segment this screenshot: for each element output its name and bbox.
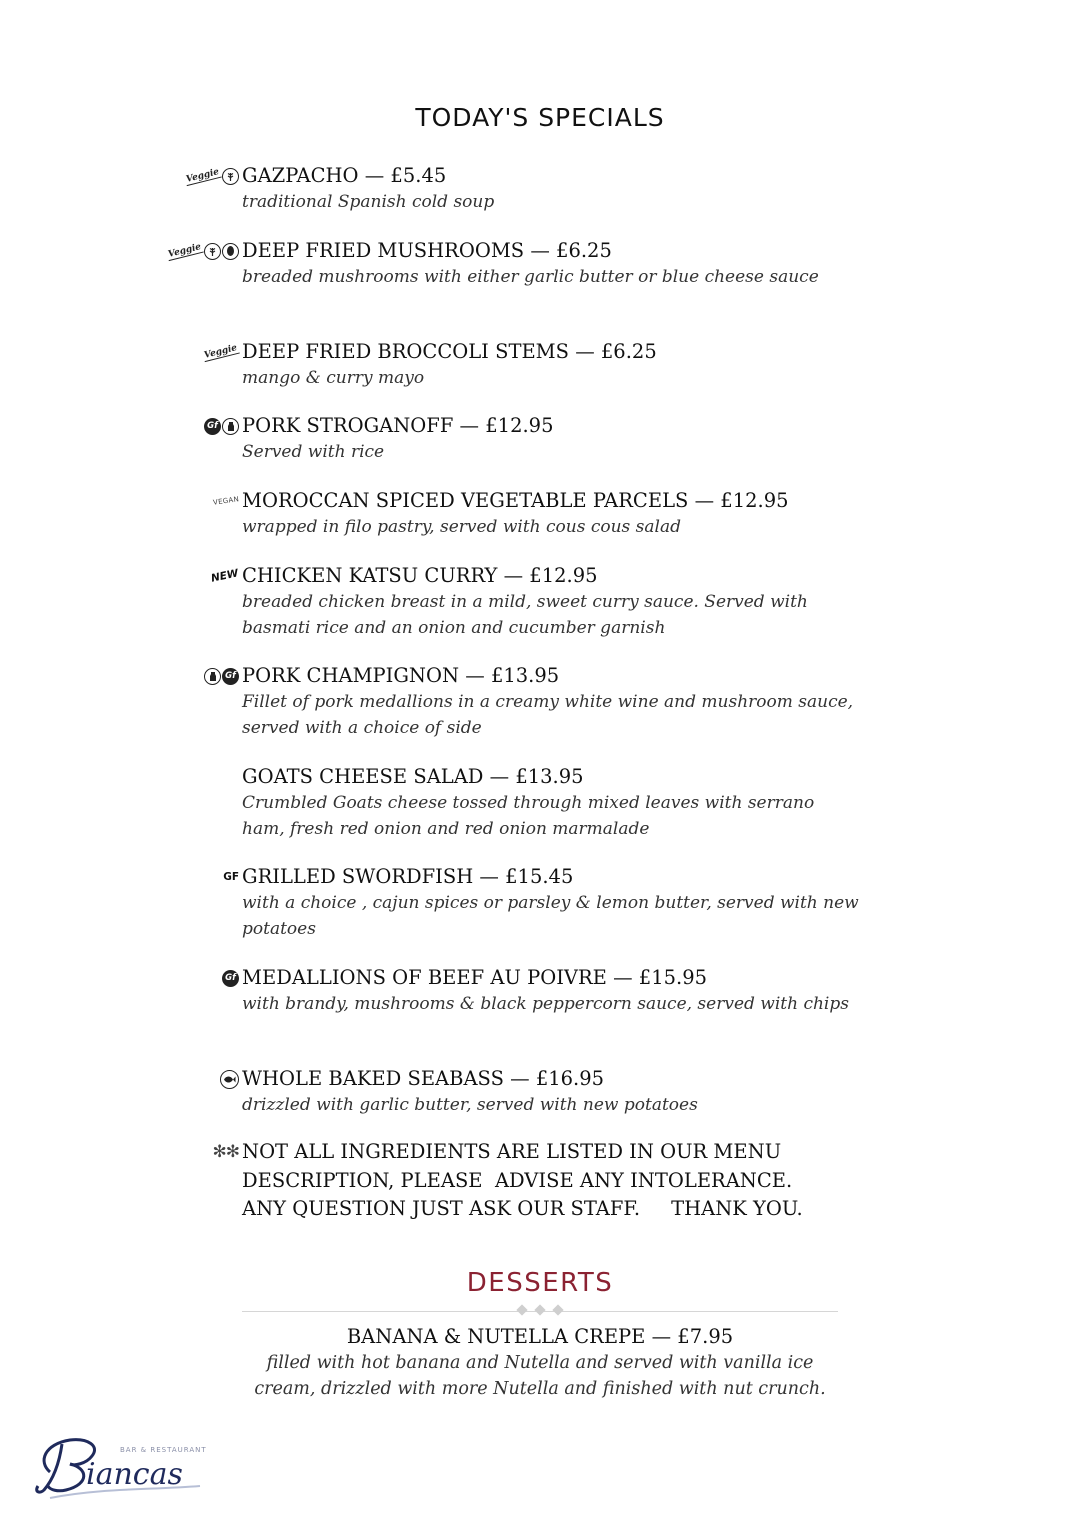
notice-line: DESCRIPTION, PLEASE ADVISE ANY INTOLERANCE. — [242, 1168, 793, 1192]
notice-line: NOT ALL INGREDIENTS ARE LISTED IN OUR MENU — [242, 1140, 782, 1163]
item-description: with brandy, mushrooms & black peppercorn sauce, served with chips — [242, 994, 849, 1014]
new-icon: NEW — [210, 567, 240, 585]
dessert-description: cream, drizzled with more Nutella and finished with nut crunch. — [254, 1379, 826, 1399]
desserts-heading: DESSERTS — [466, 1268, 614, 1298]
menu-item — [212, 488, 862, 540]
item-description: breaded mushrooms with either garlic butter or blue cheese sauce — [242, 267, 819, 287]
gluten-free-icon: Gf — [222, 970, 239, 987]
item-title: GOATS CHEESE SALAD — £13.95 — [242, 765, 584, 788]
svg-text:iancas: iancas — [86, 1457, 183, 1492]
dietary-icons — [204, 663, 242, 689]
dietary-icons — [220, 1066, 242, 1092]
dessert-item — [242, 1324, 838, 1402]
veggie-icon: Veggie — [185, 166, 221, 185]
item-title: GRILLED SWORDFISH — £15.45 — [242, 865, 574, 888]
milk-icon — [204, 668, 221, 685]
item-description: Served with rice — [242, 442, 385, 462]
dietary-icons — [222, 965, 242, 991]
item-title: MOROCCAN SPICED VEGETABLE PARCELS — £12.95 — [242, 489, 789, 512]
menu-item — [223, 864, 862, 942]
dietary-icons — [203, 339, 242, 365]
menu-item — [185, 163, 862, 215]
egg-icon — [222, 243, 239, 260]
biancas-logo — [30, 1428, 210, 1508]
item-description: breaded chicken breast in a mild, sweet curry sauce. Served with basmati rice and an onion and cucumber garnish — [242, 592, 808, 638]
item-description: wrapped in filo pastry, served with cous cous salad — [242, 517, 681, 537]
dietary-icons — [185, 163, 242, 189]
gluten-free-icon: Gf — [222, 668, 239, 685]
item-title: GAZPACHO — £5.45 — [242, 164, 447, 187]
vegan-icon: VEGAN — [212, 495, 240, 507]
wheat-icon — [204, 243, 221, 260]
item-title: PORK STROGANOFF — £12.95 — [242, 414, 554, 437]
notice-line: ANY QUESTION JUST ASK OUR STAFF. THANK YOU. — [242, 1197, 803, 1220]
divider-diamond — [552, 1304, 563, 1315]
dessert-title: BANANA & NUTELLA CREPE — £7.95 — [346, 1325, 734, 1348]
menu-item — [242, 1066, 862, 1118]
dietary-icons — [204, 413, 242, 439]
item-title: MEDALLIONS OF BEEF AU POIVRE — £15.95 — [242, 966, 708, 989]
menu-item — [167, 238, 862, 290]
item-description: Fillet of pork medallions in a creamy white wine and mushroom sauce, served with a choice of side — [242, 692, 854, 738]
logo-mark — [30, 1428, 210, 1508]
gluten-free-icon: Gf — [204, 418, 221, 435]
dessert-description: filled with hot banana and Nutella and served with vanilla ice — [266, 1353, 814, 1373]
dietary-icons — [167, 238, 242, 264]
menu-item — [207, 413, 862, 465]
menu-item — [225, 965, 862, 1017]
item-description: with a choice , cajun spices or parsley & lemon butter, served with new potatoes — [242, 893, 859, 939]
gluten-free-icon: GF — [223, 871, 239, 883]
item-title: WHOLE BAKED SEABASS — £16.95 — [242, 1067, 605, 1090]
item-title: DEEP FRIED BROCCOLI STEMS — £6.25 — [242, 340, 657, 363]
item-title: PORK CHAMPIGNON — £13.95 — [242, 664, 560, 687]
notice-icons — [213, 1138, 243, 1167]
milk-icon — [222, 418, 239, 435]
item-description: drizzled with garlic butter, served with new potatoes — [242, 1095, 698, 1115]
section-divider — [242, 1311, 838, 1312]
menu-item — [225, 663, 862, 741]
dietary-icons — [239, 764, 242, 790]
asterisk-icon: ✻✻ — [212, 1142, 239, 1162]
page-title: TODAY'S SPECIALS — [415, 103, 665, 132]
allergen-notice — [212, 1138, 862, 1224]
veggie-icon: Veggie — [203, 342, 239, 361]
dietary-icons — [223, 864, 242, 890]
item-description: traditional Spanish cold soup — [242, 192, 495, 212]
item-description: mango & curry mayo — [242, 368, 425, 388]
item-description: Crumbled Goats cheese tossed through mixed leaves with serrano ham, fresh red onion and red onion marmalade — [242, 793, 815, 839]
divider-diamond — [516, 1304, 527, 1315]
menu-item — [203, 339, 862, 391]
menu-item — [210, 563, 862, 641]
item-title: CHICKEN KATSU CURRY — £12.95 — [242, 564, 598, 587]
menu-item — [242, 764, 862, 842]
item-title: DEEP FRIED MUSHROOMS — £6.25 — [242, 239, 612, 262]
svg-text:BAR & RESTAURANT: BAR & RESTAURANT — [120, 1446, 207, 1454]
wheat-icon — [222, 168, 239, 185]
fish-icon — [220, 1070, 239, 1089]
dietary-icons — [213, 488, 242, 514]
veggie-icon: Veggie — [167, 241, 203, 260]
dietary-icons — [211, 563, 242, 589]
divider-diamond — [534, 1304, 545, 1315]
